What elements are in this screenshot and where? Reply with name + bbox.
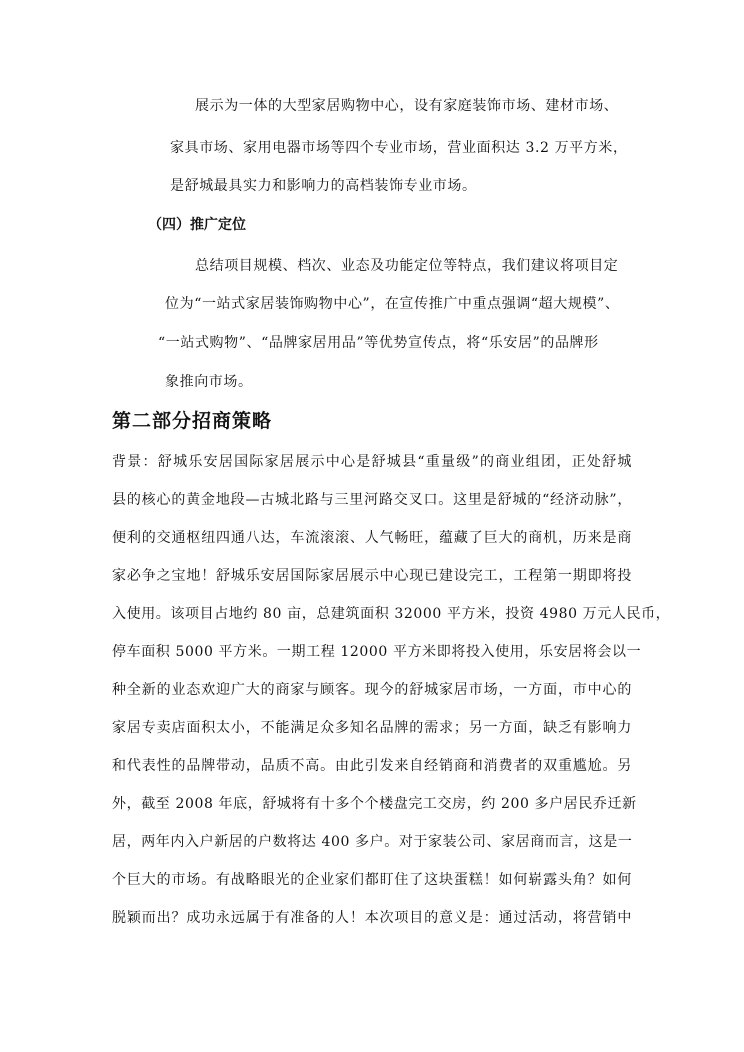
- body-line-2: 县的核心的黄金地段—古城北路与三里河路交叉口。这里是舒城的“经济动脉”，: [112, 492, 632, 508]
- body-line-9: 和代表性的品牌带动，品质不高。由此引发来自经销商和消费者的双重尴尬。另: [112, 758, 632, 774]
- body-line-10: 外，截至 2008 年底，舒城将有十多个个楼盘完工交房，约 200 多户居民乔迁新: [112, 796, 637, 812]
- body-line-1: 背景：舒城乐安居国际家居展示中心是舒城县“重量级”的商业组团，正处舒城: [112, 454, 632, 470]
- body-line-4: 家必争之宝地！舒城乐安居国际家居展示中心现已建设完工，工程第一期即将投: [112, 568, 632, 584]
- body-line-3: 便利的交通枢纽四通八达，车流滚滚、人气畅旺，蕴藏了巨大的商机，历来是商: [112, 530, 632, 546]
- promotion-heading: （四）推广定位: [148, 217, 246, 233]
- intro-line-2: 家具市场、家用电器市场等四个专业市场，营业面积达 3.2 万平方米，: [170, 140, 628, 156]
- intro-line-1: 展示为一体的大型家居购物中心，设有家庭装饰市场、建材市场、: [195, 98, 619, 114]
- promotion-line-2: 位为“一站式家居装饰购物中心”，在宣传推广中重点强调“超大规模”、: [165, 296, 620, 312]
- part-two-heading: 第二部分招商策略: [112, 410, 273, 432]
- promotion-line-3: “一站式购物”、“品牌家居用品”等优势宣传点，将“乐安居”的品牌形: [158, 335, 599, 351]
- body-line-8: 家居专卖店面积太小，不能满足众多知名品牌的需求；另一方面，缺乏有影响力: [112, 720, 632, 736]
- intro-line-3: 是舒城最具实力和影响力的高档装饰专业市场。: [170, 178, 477, 194]
- promotion-line-4: 象推向市场。: [165, 374, 253, 390]
- promotion-line-1: 总结项目规模、档次、业态及功能定位等特点，我们建议将项目定: [195, 258, 619, 274]
- body-line-6: 停车面积 5000 平方米。一期工程 12000 平方米即将投入使用，乐安居将会以一: [112, 644, 642, 660]
- body-line-13: 脱颖而出？成功永远属于有准备的人！本次项目的意义是：通过活动，将营销中: [112, 910, 632, 926]
- body-line-5: 入使用。该项目占地约 80 亩，总建筑面积 32000 平方米，投资 4980 万元人民币，: [112, 606, 671, 622]
- body-line-7: 种全新的业态欢迎广大的商家与顾客。现今的舒城家居市场，一方面，市中心的: [112, 682, 632, 698]
- body-line-12: 个巨大的市场。有战略眼光的企业家们都盯住了这块蛋糕！如何崭露头角？如何: [112, 872, 632, 888]
- body-line-11: 居，两年内入户新居的户数将达 400 多户。对于家装公司、家居商而言，这是一: [112, 834, 633, 850]
